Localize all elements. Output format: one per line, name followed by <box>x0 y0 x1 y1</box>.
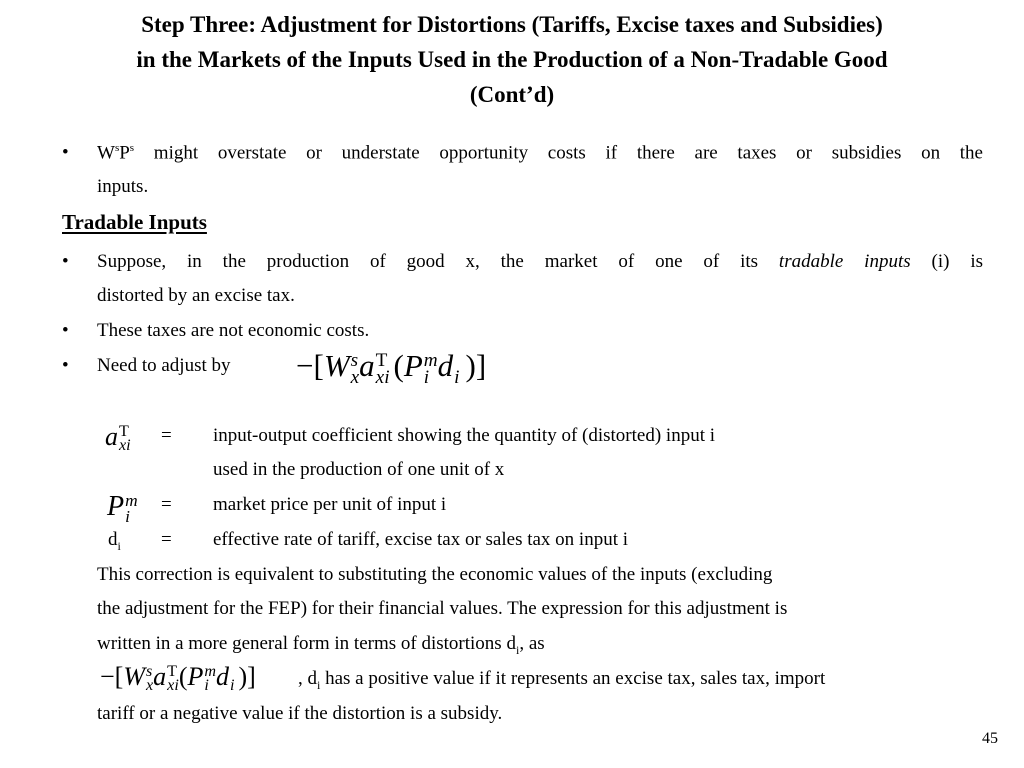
formula2-close: )] <box>238 662 256 691</box>
def-P-sup: m <box>125 490 138 510</box>
def-a-sub: xi <box>119 437 131 455</box>
formula2-W: W <box>123 662 146 691</box>
slide-title-line-2: in the Markets of the Inputs Used in the Production of a Non-Tradable Good <box>136 47 888 72</box>
formula-open-paren: ( <box>393 348 404 383</box>
definition-equals: = <box>161 494 172 515</box>
definition-symbol-P <box>107 489 138 525</box>
definition-a-line-1: input-output coefficient showing the quantity of (distorted) input i <box>213 425 716 446</box>
def-a-sup: T <box>119 422 129 440</box>
intro-P: P <box>119 142 130 164</box>
formula-P: P <box>403 348 423 383</box>
section-heading-text: Tradable Inputs <box>62 210 207 234</box>
paragraph-line-3-text: written in a more general form in terms of distortions d <box>97 633 516 654</box>
formula2-d: d <box>216 662 230 691</box>
def-d-sub: i <box>117 538 121 553</box>
formula-d-sub: i <box>454 366 460 388</box>
paragraph-line-3-end: , as <box>519 633 545 654</box>
formula-minus: − <box>296 348 314 383</box>
intro-text: might overstate or understate opportunity costs if there are taxes or subsidies on the <box>134 142 983 164</box>
intro-W-superscript: s <box>114 142 120 154</box>
formula-W-sup: s <box>350 349 359 371</box>
formula2-open-paren: ( <box>178 662 188 691</box>
intro-P-superscript: s <box>129 142 135 154</box>
adjustment-formula <box>296 346 486 386</box>
formula-P-sup: m <box>423 349 438 371</box>
definition-d-line-1: effective rate of tariff, excise tax or sales tax on input i <box>213 529 629 550</box>
definition-symbol-d <box>108 529 121 554</box>
def-P-letter: P <box>107 491 125 522</box>
paragraph-line-2: the adjustment for the FEP) for their financial values. The expression for this adjustment is <box>97 598 788 619</box>
bullet-1-line-1 <box>97 251 983 273</box>
formula-d: d <box>437 348 454 383</box>
intro-line-2: inputs. <box>97 176 149 197</box>
def-a-letter: a <box>105 422 118 451</box>
definition-equals: = <box>161 529 172 550</box>
formula2-P-sup: m <box>204 662 217 680</box>
formula2-a-sup: T <box>167 662 178 680</box>
paragraph-line-3 <box>97 633 545 658</box>
formula-W: W <box>323 348 350 383</box>
slide-title-line-3: (Cont’d) <box>469 82 555 107</box>
page-number: 45 <box>982 730 998 747</box>
adjustment-formula-inline <box>100 659 256 695</box>
definition-equals: = <box>161 425 172 446</box>
formula2-a-sub: xi <box>167 677 179 695</box>
bullet-marker: • <box>62 320 69 341</box>
paragraph-line-4-text: has a positive value if it represents an excise tax, sales tax, import <box>320 668 826 689</box>
formula-a: a <box>359 348 375 383</box>
bullet-marker: • <box>62 251 69 272</box>
formula2-P-sub: i <box>204 677 209 695</box>
section-heading <box>62 210 207 235</box>
bullet-marker: • <box>62 142 69 163</box>
formula-P-sub: i <box>423 366 430 388</box>
bullet-2-text: These taxes are not economic costs. <box>97 320 370 341</box>
bullet-1-text-post: (i) is <box>910 251 983 272</box>
bullet-1-text-pre: Suppose, in the production of good x, the market of one of its <box>97 251 779 272</box>
formula-close: )] <box>465 348 487 383</box>
def-P-sub: i <box>125 506 130 526</box>
bullet-marker: • <box>62 355 69 376</box>
slide-title-line-1: Step Three: Adjustment for Distortions (Tariffs, Excise taxes and Subsidies) <box>141 12 883 37</box>
formula2-W-sub: x <box>146 677 154 695</box>
formula2-d-sub: i <box>230 677 235 695</box>
paragraph-line-5: tariff or a negative value if the distortion is a subsidy. <box>97 703 503 724</box>
def-d-letter: d <box>108 529 118 550</box>
formula-open-bracket: [ <box>313 348 324 383</box>
formula2-open-bracket: [ <box>114 662 124 691</box>
definition-symbol-a <box>105 420 131 454</box>
formula2-P: P <box>187 662 204 691</box>
bullet-3-text: Need to adjust by <box>97 355 231 376</box>
intro-W: W <box>97 142 115 164</box>
formula-W-sub: x <box>350 366 360 388</box>
bullet-1-italic-term: tradable inputs <box>778 251 911 272</box>
paragraph-line-1: This correction is equivalent to substituting the economic values of the inputs (excluding <box>97 564 773 585</box>
paragraph-line-3-sub: i <box>515 642 520 657</box>
formula2-minus: − <box>100 662 115 691</box>
paragraph-line-4-d: , d <box>298 668 317 689</box>
definition-a-line-2: used in the production of one unit of x <box>213 459 505 480</box>
formula2-a: a <box>153 662 167 691</box>
paragraph-line-4 <box>298 668 825 693</box>
formula-a-sup: T <box>375 349 388 371</box>
formula-a-sub: xi <box>375 366 390 388</box>
formula2-W-sup: s <box>146 662 153 680</box>
paragraph-line-4-sub: i <box>317 677 321 692</box>
bullet-1-line-2: distorted by an excise tax. <box>97 285 295 306</box>
intro-line-1 <box>97 142 983 164</box>
definition-P-line-1: market price per unit of input i <box>213 494 447 515</box>
